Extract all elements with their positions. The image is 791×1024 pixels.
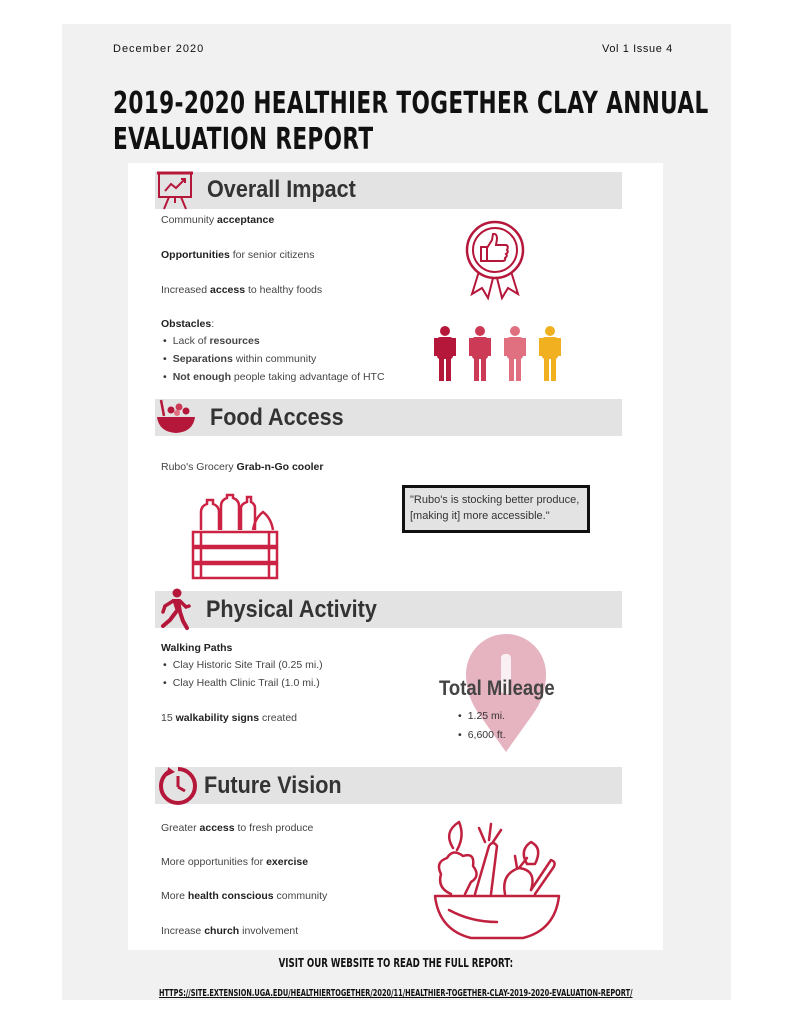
walking-person-icon: [160, 588, 190, 630]
people-figures-icon: [433, 325, 565, 383]
obstacle-item-1: • Lack of resources: [163, 335, 260, 347]
future-vision-heading: Future Vision: [204, 772, 342, 799]
overall-line-2: Opportunities for senior citizens: [161, 249, 315, 261]
clock-arrows-icon: [158, 766, 198, 806]
grocery-crate-icon: [191, 494, 279, 580]
walking-path-item-1: • Clay Historic Site Trail (0.25 mi.): [163, 659, 323, 671]
future-line-4: Increase church involvement: [161, 925, 299, 937]
title-line-1: 2019-2020 HEALTHIER TOGETHER CLAY ANNUAL: [113, 86, 709, 121]
physical-activity-heading: Physical Activity: [206, 596, 377, 623]
walkability-signs-line: 15 walkability signs created: [161, 712, 298, 724]
thumbs-up-award-icon: [464, 220, 526, 300]
obstacles-label: Obstacles:: [161, 318, 215, 330]
title-line-2: EVALUATION REPORT: [113, 122, 374, 157]
overall-line-3: Increased access to healthy foods: [161, 284, 323, 296]
walking-paths-label: Walking Paths: [161, 642, 233, 654]
mileage-item-2: • 6,600 ft.: [458, 729, 506, 741]
walking-path-item-2: • Clay Health Clinic Trail (1.0 mi.): [163, 677, 320, 689]
overall-line-1: Community acceptance: [161, 214, 275, 226]
rubos-quote-box: "Rubo's is stocking better produce, [making it] more accessible.": [402, 485, 590, 533]
total-mileage-title: Total Mileage: [439, 677, 555, 700]
mileage-item-1: • 1.25 mi.: [458, 710, 505, 722]
future-line-3: More health conscious community: [161, 890, 328, 902]
vegetable-bowl-icon: [431, 818, 563, 944]
visit-website-text: VISIT OUR WEBSITE TO READ THE FULL REPORT:: [278, 956, 513, 970]
food-access-heading: Food Access: [210, 404, 344, 431]
issue-date: December 2020: [113, 43, 205, 55]
food-line-1: Rubo's Grocery Grab-n-Go cooler: [161, 461, 324, 473]
future-line-2: More opportunities for exercise: [161, 856, 309, 868]
obstacle-item-2: • Separations within community: [163, 353, 316, 365]
volume-issue: Vol 1 Issue 4: [602, 43, 673, 55]
obstacle-item-3: • Not enough people taking advantage of HTC: [163, 371, 385, 383]
salad-bowl-icon: [155, 398, 197, 436]
overall-impact-heading: Overall Impact: [207, 176, 356, 203]
report-url-link[interactable]: HTTPS://SITE.EXTENSION.UGA.EDU/HEALTHIERTOGETHER/2020/11/HEALTHIER-TOGETHER-CLAY-2019-2020-EVALUATION-REPORT/: [158, 988, 633, 999]
presentation-chart-icon: [157, 170, 193, 210]
future-line-1: Greater access to fresh produce: [161, 822, 314, 834]
page-title: [113, 86, 709, 158]
